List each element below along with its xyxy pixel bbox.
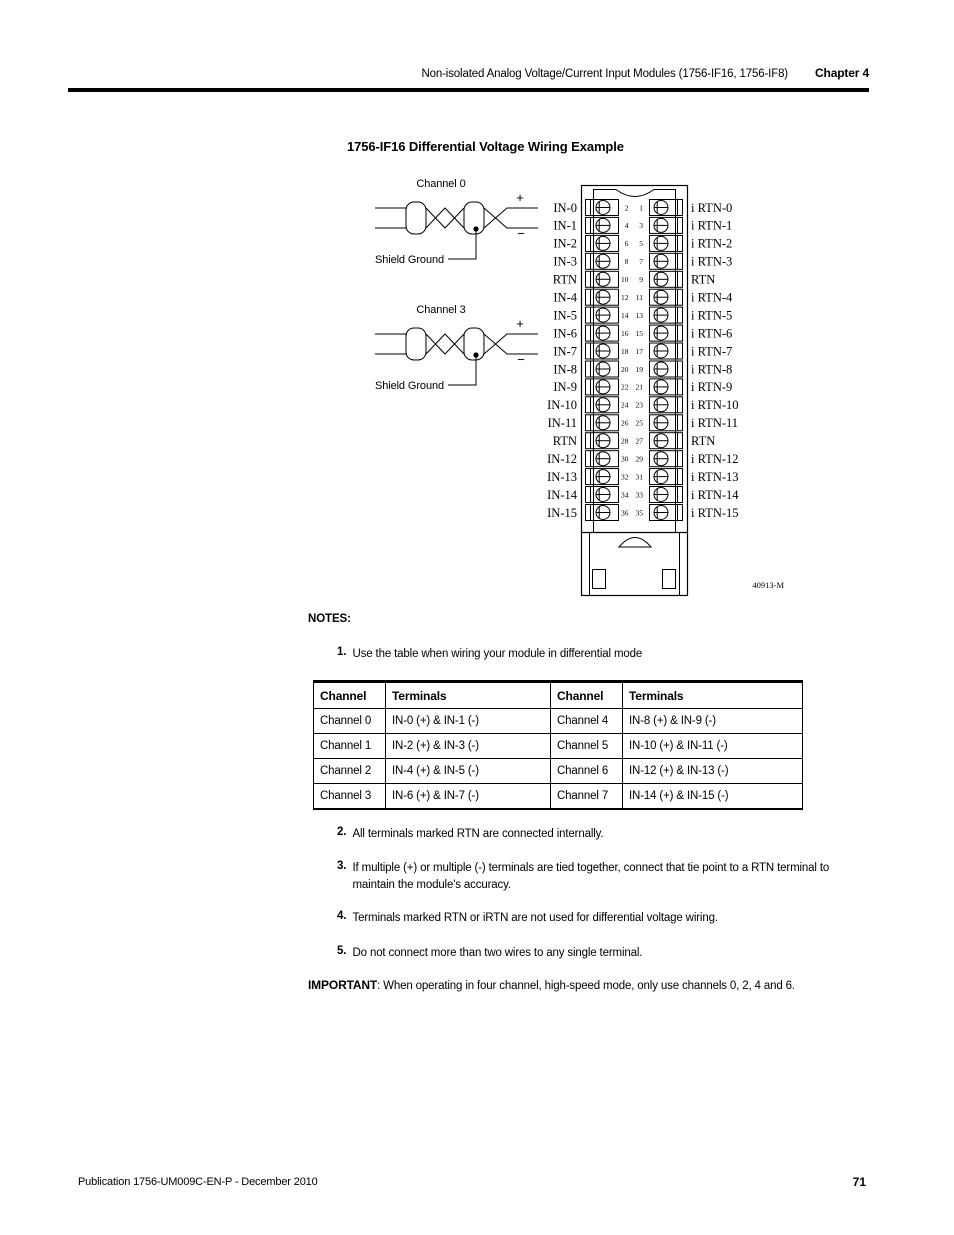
terminal-row — [553, 307, 732, 323]
channel-0-wiring — [375, 178, 538, 266]
note-item-5 — [337, 945, 858, 962]
notes-heading: NOTES: — [308, 613, 351, 625]
table-cell: Channel 6 — [551, 759, 623, 784]
terminal-left-label: IN-12 — [547, 452, 577, 466]
screw-terminal-icon — [596, 218, 610, 232]
terminal-odd-number: 17 — [635, 346, 643, 356]
terminal-row — [553, 235, 732, 251]
plus-sign: + — [516, 190, 524, 205]
shield-ground-label: Shield Ground — [374, 254, 444, 266]
terminal-even-number: 4 — [624, 221, 629, 231]
terminal-left-label: IN-14 — [547, 487, 577, 502]
terminal-row — [553, 325, 732, 341]
terminal-even-number: 6 — [624, 239, 629, 249]
terminal-right-label: i RTN-11 — [691, 416, 739, 431]
terminal-odd-number: 11 — [635, 293, 643, 302]
terminal-left-label: IN-8 — [553, 362, 577, 377]
screw-terminal-icon — [654, 308, 668, 322]
minus-sign: − — [517, 226, 525, 241]
screw-terminal-icon — [654, 488, 668, 502]
terminal-right-label: i RTN-12 — [691, 452, 739, 466]
terminal-left-label: IN-13 — [547, 469, 577, 484]
screw-terminal-icon — [596, 380, 610, 394]
screw-terminal-icon — [654, 236, 668, 250]
terminal-even-number: 28 — [621, 436, 629, 446]
terminal-even-number: 10 — [621, 275, 629, 285]
terminal-even-number: 34 — [621, 490, 629, 500]
screw-terminal-icon — [596, 326, 610, 340]
terminal-even-number: 16 — [621, 328, 629, 338]
terminal-left-label: IN-5 — [553, 308, 577, 323]
screw-terminal-icon — [654, 344, 668, 358]
screw-terminal-icon — [596, 416, 610, 430]
terminal-left-label: IN-1 — [553, 218, 577, 233]
table-cell: Channel 4 — [551, 709, 623, 734]
screw-terminal-icon — [654, 434, 668, 448]
terminal-row — [553, 343, 732, 359]
terminal-even-number: 2 — [624, 203, 629, 213]
note-item-3 — [337, 860, 858, 894]
terminal-row — [547, 469, 738, 485]
screw-terminal-icon — [596, 308, 610, 322]
plus-sign: + — [516, 316, 524, 331]
terminal-right-label: i RTN-0 — [691, 200, 733, 215]
terminal-right-label: i RTN-7 — [691, 344, 733, 359]
terminal-odd-number: 31 — [635, 472, 643, 482]
figure-title: 1756-IF16 Differential Voltage Wiring Example — [347, 139, 624, 154]
table-cell: IN-8 (+) & IN-9 (-) — [623, 709, 803, 734]
screw-terminal-icon — [596, 488, 610, 502]
screw-terminal-icon — [596, 434, 610, 448]
screw-terminal-icon — [654, 254, 668, 268]
terminal-odd-number: 9 — [639, 275, 643, 285]
terminal-left-label: IN-0 — [553, 200, 577, 215]
note-item-2 — [337, 826, 858, 843]
table-cell: IN-12 (+) & IN-13 (-) — [623, 759, 803, 784]
note-item-4 — [337, 910, 858, 927]
note-number: 5. — [337, 945, 347, 957]
note-text: If multiple (+) or multiple (-) terminals are tied together, connect that tie point to a RTN terminal to maintain the module's accuracy. — [352, 862, 830, 891]
terminal-right-label: i RTN-5 — [691, 308, 733, 323]
terminal-left-label: IN-9 — [553, 380, 577, 395]
header-chapter: Chapter 4 — [815, 66, 869, 80]
terminal-row — [547, 397, 738, 413]
terminal-right-label: i RTN-4 — [691, 290, 733, 305]
screw-terminal-icon — [654, 380, 668, 394]
terminal-odd-number: 13 — [635, 310, 643, 320]
header-running-title: Non-isolated Analog Voltage/Current Input Modules (1756-IF16, 1756-IF8) — [421, 68, 788, 80]
screw-terminal-icon — [596, 201, 610, 215]
cable-ferrule — [406, 328, 426, 360]
terminal-even-number: 12 — [621, 293, 629, 302]
note-number: 1. — [337, 646, 347, 658]
terminal-left-label: IN-15 — [547, 505, 577, 520]
screw-terminal-icon — [596, 362, 610, 376]
terminal-odd-number: 5 — [639, 239, 643, 249]
table-cell: IN-14 (+) & IN-15 (-) — [623, 784, 803, 810]
note-text: All terminals marked RTN are connected internally. — [352, 828, 604, 840]
terminal-odd-number: 25 — [635, 418, 643, 428]
terminal-even-number: 32 — [621, 472, 629, 482]
terminal-right-label: i RTN-2 — [691, 236, 733, 251]
terminal-row — [547, 487, 739, 503]
table-cell: IN-2 (+) & IN-3 (-) — [386, 734, 551, 759]
note-text: Terminals marked RTN or iRTN are not used for differential voltage wiring. — [352, 912, 718, 924]
terminal-even-number: 24 — [621, 400, 629, 410]
note-number: 3. — [337, 860, 347, 872]
table-row — [314, 734, 803, 759]
table-cell: Channel 2 — [314, 759, 386, 784]
terminal-row — [547, 505, 738, 521]
terminal-even-number: 18 — [621, 346, 629, 356]
terminal-left-label: IN-7 — [553, 344, 577, 359]
table-row — [314, 759, 803, 784]
terminal-right-label: i RTN-13 — [691, 469, 739, 484]
terminal-row — [553, 271, 716, 287]
table-cell: Channel 3 — [314, 784, 386, 810]
table-cell: IN-10 (+) & IN-11 (-) — [623, 734, 803, 759]
terminal-row — [553, 433, 716, 449]
important-note — [308, 978, 883, 992]
terminal-left-label: IN-10 — [547, 398, 577, 413]
terminal-odd-number: 35 — [635, 508, 643, 518]
table-row — [314, 709, 803, 734]
screw-terminal-icon — [596, 506, 610, 520]
terminal-left-label: RTN — [552, 434, 577, 448]
channel-3-wiring — [375, 304, 538, 392]
terminal-even-number: 14 — [621, 310, 629, 320]
terminal-right-label: i RTN-8 — [691, 362, 733, 377]
table-cell: Channel 1 — [314, 734, 386, 759]
table-header-cell: Channel — [551, 682, 623, 709]
terminal-left-label: IN-3 — [553, 254, 577, 269]
screw-terminal-icon — [596, 272, 610, 286]
table-header-row — [314, 682, 803, 709]
note-item-1 — [337, 646, 858, 663]
terminal-row — [553, 200, 732, 216]
terminal-right-label: RTN — [691, 272, 716, 287]
terminal-row — [553, 289, 733, 305]
channel-3-label: Channel 3 — [416, 304, 466, 316]
screw-terminal-icon — [596, 452, 610, 466]
terminal-right-label: i RTN-15 — [691, 505, 739, 520]
terminal-left-label: IN-4 — [553, 290, 577, 305]
table-cell: Channel 7 — [551, 784, 623, 810]
channel-table — [313, 680, 803, 810]
table-header-cell: Terminals — [386, 682, 551, 709]
screw-terminal-icon — [654, 362, 668, 376]
terminal-odd-number: 1 — [639, 203, 643, 213]
table-cell: IN-4 (+) & IN-5 (-) — [386, 759, 551, 784]
screw-terminal-icon — [596, 344, 610, 358]
screw-terminal-icon — [654, 290, 668, 304]
screw-terminal-icon — [654, 326, 668, 340]
table-row — [314, 784, 803, 810]
table-cell: Channel 0 — [314, 709, 386, 734]
note-number: 2. — [337, 826, 347, 838]
table-header-cell: Channel — [314, 682, 386, 709]
terminal-odd-number: 33 — [635, 490, 643, 500]
terminal-right-label: i RTN-14 — [691, 487, 739, 502]
terminal-odd-number: 23 — [635, 400, 643, 410]
terminal-right-label: i RTN-1 — [691, 218, 733, 233]
terminal-odd-number: 27 — [635, 436, 643, 446]
shield-ground-label: Shield Ground — [374, 380, 444, 392]
terminal-even-number: 30 — [621, 454, 629, 464]
header-rule — [68, 88, 869, 92]
screw-terminal-icon — [596, 236, 610, 250]
table-cell: IN-6 (+) & IN-7 (-) — [386, 784, 551, 810]
terminal-left-label: IN-2 — [553, 236, 577, 251]
terminal-odd-number: 19 — [635, 364, 643, 374]
table-header-cell: Terminals — [623, 682, 803, 709]
terminal-row — [553, 217, 732, 233]
table-cell: Channel 5 — [551, 734, 623, 759]
screw-terminal-icon — [654, 416, 668, 430]
table-cell: IN-0 (+) & IN-1 (-) — [386, 709, 551, 734]
terminal-row — [548, 415, 738, 431]
screw-terminal-icon — [596, 254, 610, 268]
terminal-row — [553, 253, 732, 269]
screw-terminal-icon — [596, 470, 610, 484]
channel-0-label: Channel 0 — [416, 178, 466, 190]
screw-terminal-icon — [654, 470, 668, 484]
terminal-odd-number: 15 — [635, 328, 643, 338]
terminal-odd-number: 7 — [639, 257, 643, 267]
screw-terminal-icon — [654, 218, 668, 232]
terminal-even-number: 20 — [621, 364, 629, 374]
terminal-left-label: IN-6 — [553, 326, 577, 341]
note-text: Do not connect more than two wires to any single terminal. — [352, 947, 643, 959]
wiring-diagram — [340, 168, 800, 600]
note-text: Use the table when wiring your module in differential mode — [352, 648, 643, 660]
terminal-rows — [547, 200, 739, 521]
terminal-even-number: 8 — [624, 257, 629, 267]
terminal-even-number: 26 — [621, 418, 629, 428]
screw-terminal-icon — [654, 506, 668, 520]
terminal-row — [547, 451, 738, 467]
important-text: : When operating in four channel, high-speed mode, only use channels 0, 2, 4 and 6. — [377, 980, 795, 992]
screw-terminal-icon — [654, 272, 668, 286]
terminal-right-label: i RTN-9 — [691, 380, 733, 395]
note-number: 4. — [337, 910, 347, 922]
screw-terminal-icon — [654, 398, 668, 412]
terminal-right-label: i RTN-3 — [691, 254, 733, 269]
cable-ferrule — [406, 202, 426, 234]
terminal-even-number: 36 — [621, 508, 629, 518]
terminal-left-label: RTN — [552, 272, 577, 287]
terminal-odd-number: 3 — [639, 221, 643, 231]
screw-terminal-icon — [654, 201, 668, 215]
screw-terminal-icon — [654, 452, 668, 466]
terminal-odd-number: 21 — [635, 382, 643, 392]
screw-terminal-icon — [596, 290, 610, 304]
terminal-even-number: 22 — [621, 382, 629, 392]
terminal-left-label: IN-11 — [547, 416, 577, 431]
terminal-odd-number: 29 — [635, 454, 643, 464]
figure-number: 40913-M — [752, 580, 784, 590]
screw-terminal-icon — [596, 398, 610, 412]
footer-publication: Publication 1756-UM009C-EN-P - December 2010 — [78, 1176, 318, 1188]
terminal-row — [553, 361, 732, 377]
terminal-row — [553, 379, 732, 395]
footer-page-number: 71 — [852, 1175, 866, 1189]
minus-sign: − — [517, 352, 525, 367]
page-header — [421, 66, 869, 80]
terminal-right-label: i RTN-6 — [691, 326, 733, 341]
terminal-right-label: RTN — [691, 434, 716, 448]
important-label: IMPORTANT — [308, 978, 378, 992]
terminal-right-label: i RTN-10 — [691, 398, 739, 413]
